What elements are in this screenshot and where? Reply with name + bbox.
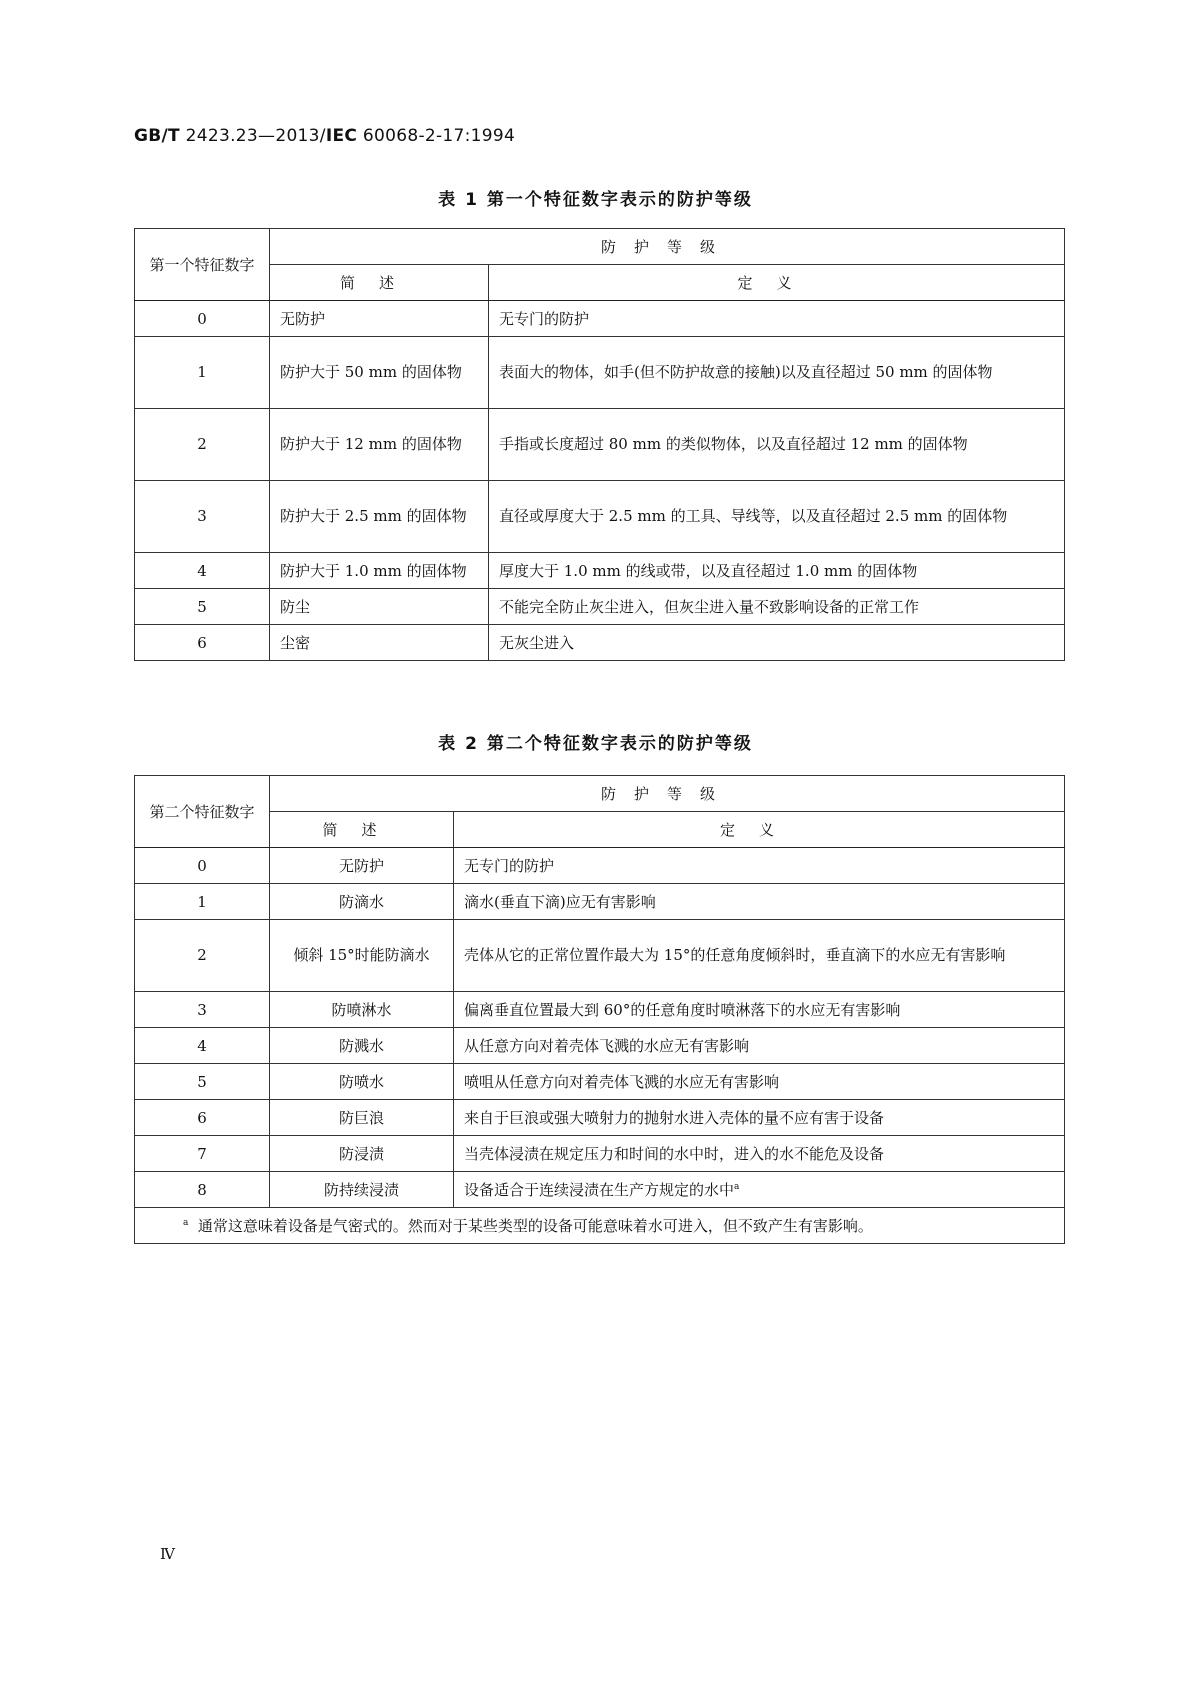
definition-cell: 当壳体浸渍在规定压力和时间的水中时，进入的水不能危及设备 xyxy=(454,1136,1065,1172)
table2 xyxy=(134,775,1065,1244)
table-row xyxy=(135,992,1065,1028)
brief-cell: 防喷水 xyxy=(270,1064,454,1100)
definition-cell: 厚度大于 1.0 mm 的线或带，以及直径超过 1.0 mm 的固体物 xyxy=(489,553,1065,589)
table2-col-digit: 第二个特征数字 xyxy=(135,776,270,848)
definition-cell: 表面大的物体，如手(但不防护故意的接触)以及直径超过 50 mm 的固体物 xyxy=(489,337,1065,409)
table-row xyxy=(135,1100,1065,1136)
brief-cell: 防护大于 1.0 mm 的固体物 xyxy=(270,553,489,589)
table-row xyxy=(135,301,1065,337)
definition-cell: 无专门的防护 xyxy=(489,301,1065,337)
definition-cell xyxy=(454,1172,1065,1208)
footnote-cell xyxy=(135,1208,1065,1244)
table-row xyxy=(135,1064,1065,1100)
brief-cell: 防护大于 12 mm 的固体物 xyxy=(270,409,489,481)
definition-cell: 喷咀从任意方向对着壳体飞溅的水应无有害影响 xyxy=(454,1064,1065,1100)
brief-cell: 防尘 xyxy=(270,589,489,625)
definition-cell: 手指或长度超过 80 mm 的类似物体，以及直径超过 12 mm 的固体物 xyxy=(489,409,1065,481)
brief-cell: 尘密 xyxy=(270,625,489,661)
table-row xyxy=(135,920,1065,992)
digit-cell: 7 xyxy=(135,1136,270,1172)
footnote-row xyxy=(135,1208,1065,1244)
standard-number: 2423.23—2013/ xyxy=(179,126,326,146)
table1-col-brief: 简述 xyxy=(270,265,489,301)
brief-cell: 倾斜 15°时能防滴水 xyxy=(270,920,454,992)
brief-cell: 防护大于 2.5 mm 的固体物 xyxy=(270,481,489,553)
table-row xyxy=(135,1028,1065,1064)
digit-cell: 4 xyxy=(135,1028,270,1064)
table-row xyxy=(135,553,1065,589)
digit-cell: 1 xyxy=(135,884,270,920)
table2-col-def: 定义 xyxy=(454,812,1065,848)
brief-cell: 无防护 xyxy=(270,848,454,884)
definition-cell: 从任意方向对着壳体飞溅的水应无有害影响 xyxy=(454,1028,1065,1064)
brief-cell: 防巨浪 xyxy=(270,1100,454,1136)
definition-cell: 滴水(垂直下滴)应无有害影响 xyxy=(454,884,1065,920)
table-row xyxy=(135,625,1065,661)
digit-cell: 5 xyxy=(135,1064,270,1100)
brief-cell: 防滴水 xyxy=(270,884,454,920)
table-row xyxy=(135,589,1065,625)
standard-code: GB/T xyxy=(134,126,180,146)
definition-cell: 不能完全防止灰尘进入，但灰尘进入量不致影响设备的正常工作 xyxy=(489,589,1065,625)
brief-cell: 无防护 xyxy=(270,301,489,337)
table-row xyxy=(135,337,1065,409)
table1-caption: 表 1 第一个特征数字表示的防护等级 xyxy=(438,190,753,210)
table2-col-brief: 简述 xyxy=(270,812,454,848)
table-row xyxy=(135,848,1065,884)
table-row xyxy=(135,884,1065,920)
footnote-text: 通常这意味着设备是气密式的。然而对于某些类型的设备可能意味着水可进入，但不致产生有害影响。 xyxy=(197,1217,873,1235)
definition-cell: 偏离垂直位置最大到 60°的任意角度时喷淋落下的水应无有害影响 xyxy=(454,992,1065,1028)
digit-cell: 3 xyxy=(135,992,270,1028)
table1-col-group: 防护等级 xyxy=(270,229,1065,265)
digit-cell: 1 xyxy=(135,337,270,409)
footnote-ref: a xyxy=(734,1182,740,1192)
document-header xyxy=(134,126,515,146)
table1 xyxy=(134,228,1065,661)
digit-cell: 5 xyxy=(135,589,270,625)
table-row xyxy=(135,1136,1065,1172)
table2-caption: 表 2 第二个特征数字表示的防护等级 xyxy=(438,734,753,754)
digit-cell: 6 xyxy=(135,625,270,661)
definition-cell: 无专门的防护 xyxy=(454,848,1065,884)
brief-cell: 防护大于 50 mm 的固体物 xyxy=(270,337,489,409)
definition-cell: 来自于巨浪或强大喷射力的抛射水进入壳体的量不应有害于设备 xyxy=(454,1100,1065,1136)
table-row xyxy=(135,409,1065,481)
definition-cell: 无灰尘进入 xyxy=(489,625,1065,661)
definition-cell: 壳体从它的正常位置作最大为 15°的任意角度倾斜时，垂直滴下的水应无有害影响 xyxy=(454,920,1065,992)
definition-text: 设备适合于连续浸渍在生产方规定的水中 xyxy=(464,1181,735,1199)
footnote-mark: a xyxy=(183,1218,189,1228)
iec-code: IEC xyxy=(325,126,358,146)
table2-col-group: 防护等级 xyxy=(270,776,1065,812)
digit-cell: 2 xyxy=(135,409,270,481)
digit-cell: 6 xyxy=(135,1100,270,1136)
brief-cell: 防浸渍 xyxy=(270,1136,454,1172)
digit-cell: 0 xyxy=(135,301,270,337)
digit-cell: 2 xyxy=(135,920,270,992)
table-row xyxy=(135,481,1065,553)
digit-cell: 8 xyxy=(135,1172,270,1208)
brief-cell: 防喷淋水 xyxy=(270,992,454,1028)
digit-cell: 4 xyxy=(135,553,270,589)
brief-cell: 防持续浸渍 xyxy=(270,1172,454,1208)
table1-col-digit: 第一个特征数字 xyxy=(135,229,270,301)
digit-cell: 3 xyxy=(135,481,270,553)
table-row xyxy=(135,1172,1065,1208)
iec-number: 60068-2-17:1994 xyxy=(357,126,516,146)
brief-cell: 防溅水 xyxy=(270,1028,454,1064)
definition-cell: 直径或厚度大于 2.5 mm 的工具、导线等，以及直径超过 2.5 mm 的固体物 xyxy=(489,481,1065,553)
page-number: Ⅳ xyxy=(160,1545,175,1563)
table1-col-def: 定义 xyxy=(489,265,1065,301)
digit-cell: 0 xyxy=(135,848,270,884)
